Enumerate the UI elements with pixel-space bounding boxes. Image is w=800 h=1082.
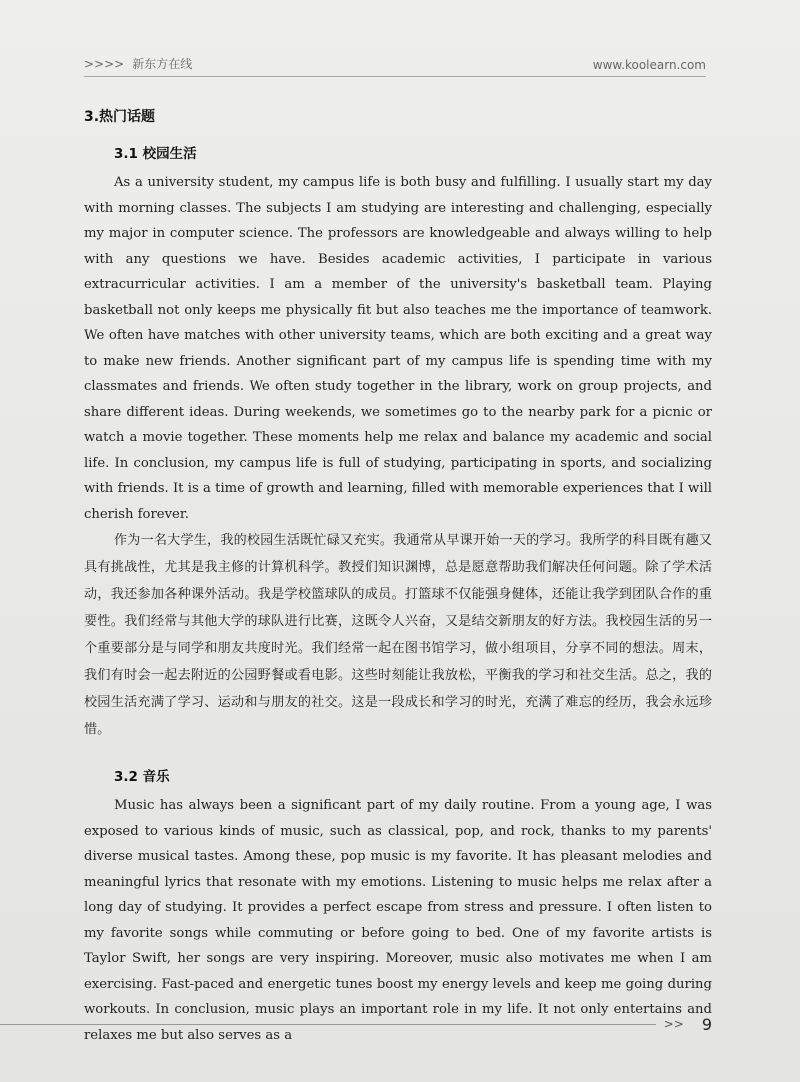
footer-arrows: >> (663, 1017, 684, 1031)
page-header (84, 52, 706, 77)
paragraph-music-english: Music has always been a significant part of my daily routine. From a young age, I was exposed to various kinds of music, such as classical, pop, and rock, thanks to my parents' diverse musical tastes. Among these, pop music is my favorite. It has pleasant melodies and meaningful lyrics that resonate with my emotions. Listening to music helps me relax after a long day of studying. It provides a perfect escape from stress and pressure. I often listen to my favorite songs while commuting or before going to bed. One of my favorite artists is Taylor Swift, her songs are very inspiring. Moreover, music also motivates me when I am exercising. Fast-paced and energetic tunes boost my energy levels and keep me going during workouts. In conclusion, music plays an important role in my life. It not only entertains and relaxes me but also serves as a (84, 798, 712, 1043)
page-content (84, 106, 712, 1048)
paragraph-campus-life-chinese: 作为一名大学生，我的校园生活既忙碌又充实。我通常从早课开始一天的学习。我所学的科目既有趣又具有挑战性，尤其是我主修的计算机科学。教授们知识渊博，总是愿意帮助我们解决任何问题。除了学术活动，我还参加各种课外活动。我是学校篮球队的成员。打篮球不仅能强身健体，还能让我学到团队合作的重要性。我们经常与其他大学的球队进行比赛，这既令人兴奋，又是结交新朋友的好方法。我校园生活的另一个重要部分是与同学和朋友共度时光。我们经常一起在图书馆学习，做小组项目，分享不同的想法。周末，我们有时会一起去附近的公园野餐或看电影。这些时刻能让我放松，平衡我的学习和社交生活。总之，我的校园生活充满了学习、运动和与朋友的社交。这是一段成长和学习的时光，充满了难忘的经历，我会永远珍惜。 (84, 533, 712, 737)
page-number: 9 (701, 1014, 712, 1034)
paragraph-campus-life-english: As a university student, my campus life is both busy and fulfilling. I usually start my day with morning classes. The subjects I am studying are interesting and challenging, especially my major in computer science. The professors are knowledgeable and always willing to help with any questions we have. Besides academic activities, I participate in various extracurricular activities. I am a member of the university's basketball team. Playing basketball not only keeps me physically fit but also teaches me the importance of teamwork. We often have matches with other university teams, which are both exciting and a great way to make new friends. Another significant part of my campus life is spending time with my classmates and friends. We often study together in the library, work on group projects, and share different ideas. During weekends, we sometimes go to the nearby park for a picnic or watch a movie together. These moments help me relax and balance my academic and social life. In conclusion, my campus life is full of studying, participating in sports, and socializing with friends. It is a time of growth and learning, filled with memorable experiences that I will cherish forever. (84, 175, 712, 522)
header-brand-group (84, 55, 192, 76)
header-brand: 新东方在线 (132, 57, 193, 71)
section-title: 3.热门话题 (84, 109, 156, 125)
section-gap (84, 743, 712, 765)
subsection-title-music: 3.2 音乐 (114, 769, 170, 785)
footer-rule (0, 1024, 656, 1025)
header-website: www.koolearn.com (592, 58, 706, 72)
page-footer (0, 1014, 712, 1034)
header-arrows: >>>> (84, 56, 125, 71)
subsection-title-campus-life: 3.1 校园生活 (114, 146, 197, 162)
